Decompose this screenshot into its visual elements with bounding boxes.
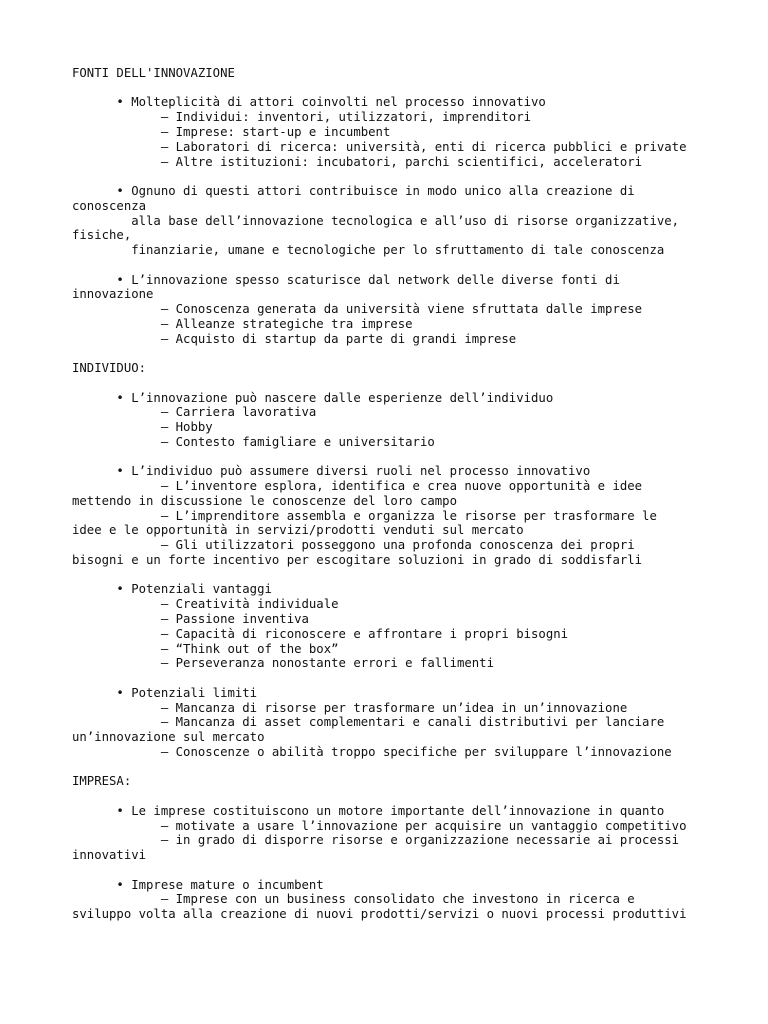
- text-line: • L’individuo può assumere diversi ruoli nel processo innovativo: [72, 464, 591, 479]
- text-line: – Mancanza di asset complementari e canali distributivi per lanciare: [72, 715, 665, 730]
- text-line: • Molteplicità di attori coinvolti nel processo innovativo: [72, 95, 546, 110]
- bullet-block: [72, 878, 712, 922]
- text-line: un’innovazione sul mercato: [72, 730, 265, 745]
- text-line: – Mancanza di risorse per trasformare un’idea in un’innovazione: [72, 700, 628, 715]
- paragraph-gap: [72, 568, 712, 583]
- text-line: – Perseveranza nonostante errori e fallimenti: [72, 656, 494, 671]
- text-line: • Imprese mature o incumbent: [72, 877, 324, 892]
- paragraph-gap: [72, 347, 712, 362]
- text-line: – Conoscenze o abilità troppo specifiche per sviluppare l’innovazione: [72, 745, 672, 760]
- text-line: – Creatività individuale: [72, 597, 339, 612]
- text-line: • L’innovazione può nascere dalle esperienze dell’individuo: [72, 390, 554, 405]
- text-line: – “Think out of the box”: [72, 641, 339, 656]
- text-line: – Carriera lavorativa: [72, 405, 317, 420]
- paragraph-gap: [72, 760, 712, 775]
- text-line: – Gli utilizzatori posseggono una profonda conoscenza dei propri: [72, 538, 635, 553]
- bullet-block: [72, 95, 712, 169]
- text-line: • Potenziali limiti: [72, 685, 258, 700]
- text-line: – Imprese con un business consolidato che investono in ricerca e: [72, 892, 635, 907]
- text-line: – Acquisto di startup da parte di grandi imprese: [72, 331, 517, 346]
- text-line: fisiche,: [72, 228, 132, 243]
- text-line: sviluppo volta alla creazione di nuovi prodotti/servizi o nuovi processi produttivi: [72, 907, 687, 922]
- text-line: – Imprese: start-up e incumbent: [72, 124, 391, 139]
- paragraph-gap: [72, 169, 712, 184]
- paragraph-gap: [72, 81, 712, 96]
- bullet-block: [72, 464, 712, 568]
- paragraph-gap: [72, 258, 712, 273]
- text-line: – Conoscenza generata da università viene sfruttata dalle imprese: [72, 302, 643, 317]
- bullet-block: [72, 582, 712, 671]
- bullet-block: [72, 273, 712, 347]
- paragraph-gap: [72, 863, 712, 878]
- paragraph-gap: [72, 671, 712, 686]
- section-heading: [72, 774, 712, 789]
- text-line: innovazione: [72, 287, 154, 302]
- text-line: • L’innovazione spesso scaturisce dal network delle diverse fonti di: [72, 272, 620, 287]
- paragraph-gap: [72, 376, 712, 391]
- text-line: – in grado di disporre risorse e organizzazione necessarie ai processi: [72, 833, 680, 848]
- text-line: conoscenza: [72, 198, 147, 213]
- text-line: alla base dell’innovazione tecnologica e all’uso di risorse organizzative,: [72, 213, 680, 228]
- text-line: – L’inventore esplora, identifica e crea nuove opportunità e idee: [72, 479, 643, 494]
- section-heading: [72, 66, 712, 81]
- text-line: – Hobby: [72, 420, 213, 435]
- text-line: idee e le opportunità in servizi/prodotti venduti sul mercato: [72, 523, 524, 538]
- text-line: mettendo in discussione le conoscenze del loro campo: [72, 493, 457, 508]
- bullet-block: [72, 184, 712, 258]
- text-line: – motivate a usare l’innovazione per acquisire un vantaggio competitivo: [72, 818, 687, 833]
- paragraph-gap: [72, 789, 712, 804]
- text-line: – Individui: inventori, utilizzatori, imprenditori: [72, 110, 532, 125]
- text-line: • Potenziali vantaggi: [72, 582, 272, 597]
- bullet-block: [72, 804, 712, 863]
- text-line: innovativi: [72, 848, 147, 863]
- heading-text: INDIVIDUO:: [72, 361, 147, 376]
- section-heading: [72, 361, 712, 376]
- text-line: – Capacità di riconoscere e affrontare i propri bisogni: [72, 626, 569, 641]
- heading-text: FONTI DELL'INNOVAZIONE: [72, 66, 235, 80]
- bullet-block: [72, 391, 712, 450]
- bullet-block: [72, 686, 712, 760]
- text-line: – Contesto famigliare e universitario: [72, 434, 435, 449]
- text-line: finanziarie, umane e tecnologiche per lo sfruttamento di tale conoscenza: [72, 243, 665, 258]
- text-line: bisogni e un forte incentivo per escogitare soluzioni in grado di soddisfarli: [72, 553, 643, 568]
- text-line: – L’imprenditore assembla e organizza le risorse per trasformare le: [72, 508, 657, 523]
- text-line: – Passione inventiva: [72, 612, 309, 627]
- heading-text: IMPRESA:: [72, 774, 132, 789]
- text-line: – Alleanze strategiche tra imprese: [72, 316, 413, 331]
- paragraph-gap: [72, 450, 712, 465]
- document-body: [72, 66, 712, 922]
- text-line: – Laboratori di ricerca: università, enti di ricerca pubblici e private: [72, 139, 687, 154]
- text-line: • Ognuno di questi attori contribuisce in modo unico alla creazione di: [72, 183, 635, 198]
- text-line: – Altre istituzioni: incubatori, parchi scientifici, acceleratori: [72, 154, 643, 169]
- text-line: • Le imprese costituiscono un motore importante dell’innovazione in quanto: [72, 803, 665, 818]
